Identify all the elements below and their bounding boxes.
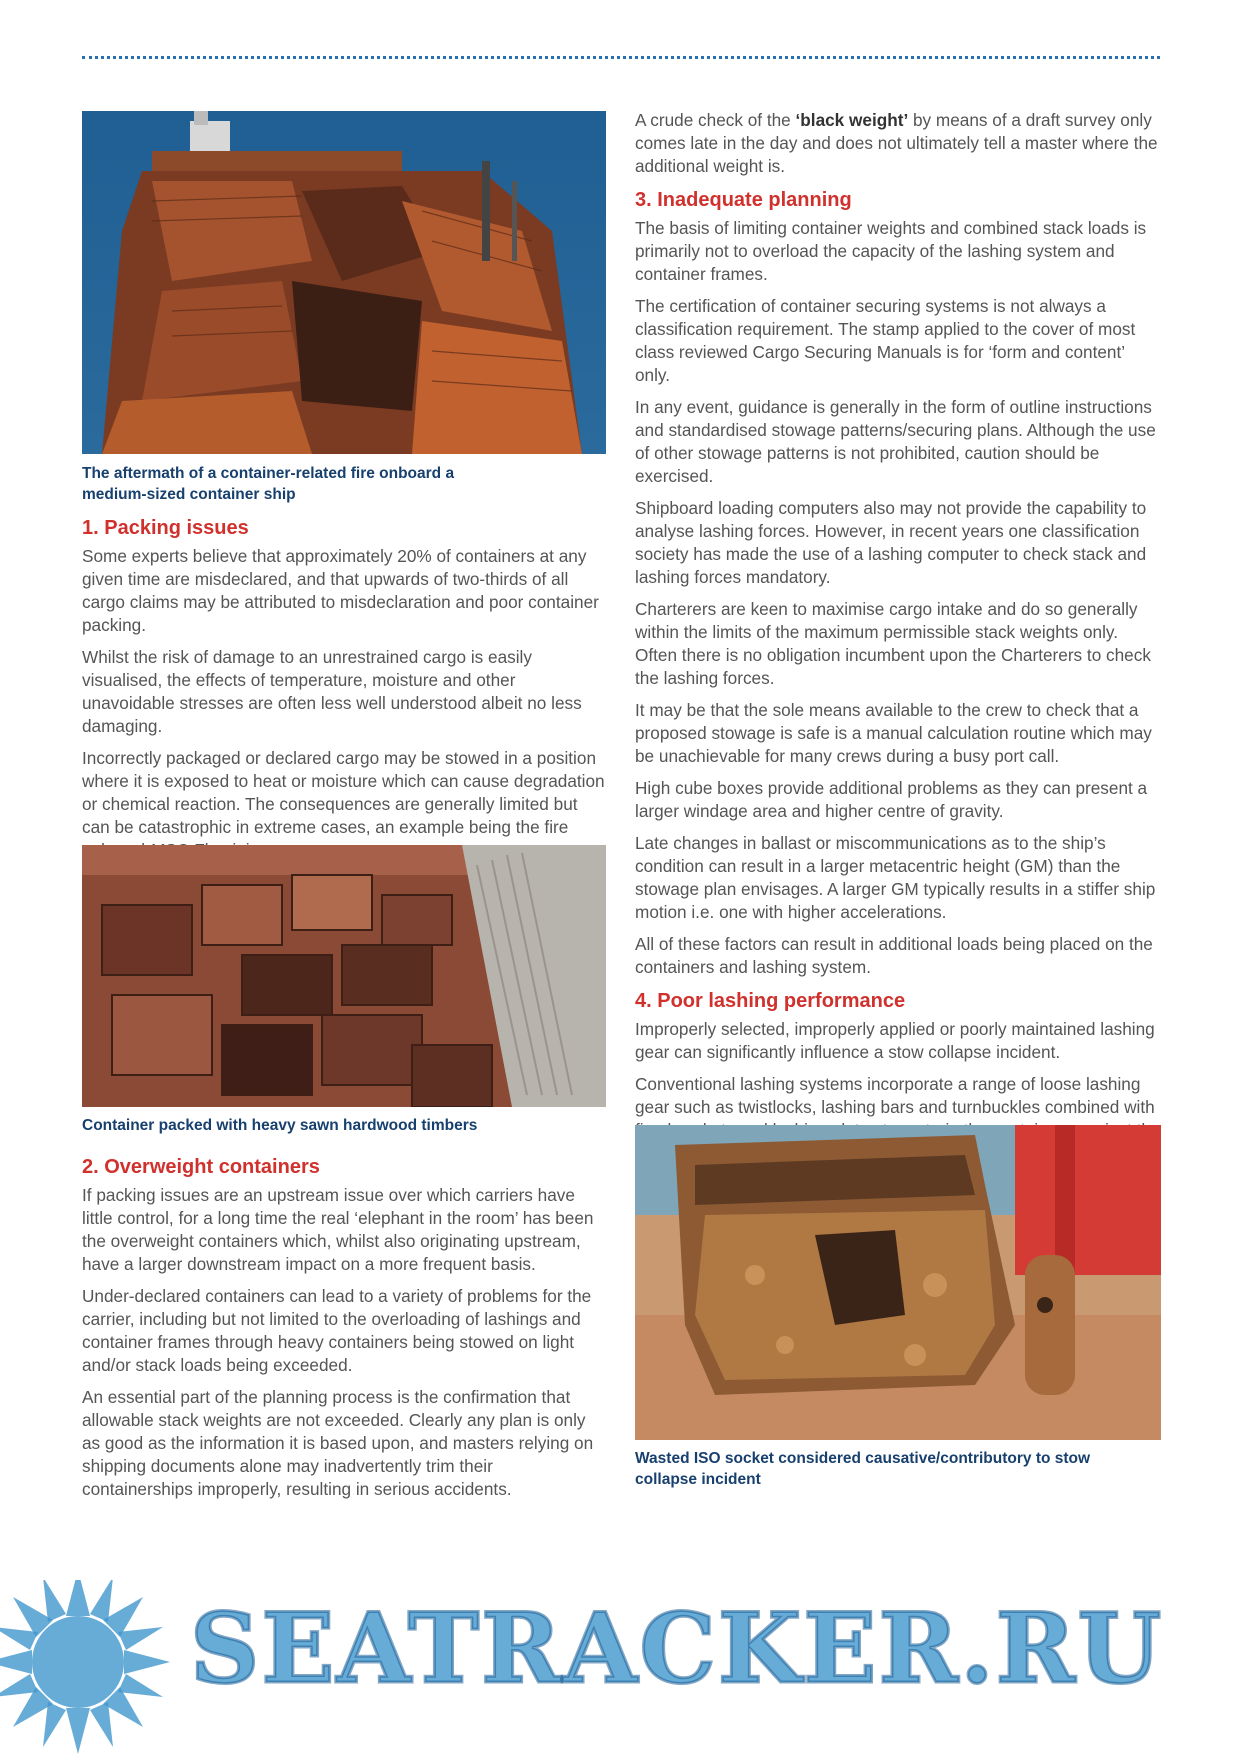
paragraph: Late changes in ballast or miscommunications as to the ship’s condition can result in a larger metacentric height (GM) than the stowage plan envisages. A larger GM typically results in a stiffer ship motion i.e. one with higher accelerations. bbox=[635, 833, 1156, 922]
paragraph: In any event, guidance is generally in the form of outline instructions and standardised stowage patterns/securing plans. Although the use of other stowage patterns is not prohibited, caution should be exercised. bbox=[635, 397, 1156, 486]
photo-wasted-iso-socket bbox=[635, 1125, 1161, 1440]
top-dotted-rule bbox=[82, 56, 1160, 59]
paragraph: If packing issues are an upstream issue over which carriers have little control, for a long time the real ‘elephant in the room’ has been the overweight containers which, whilst also originating upstream, have a larger downstream impact on a more frequent basis. bbox=[82, 1185, 594, 1274]
paragraph: It may be that the sole means available to the crew to check that a proposed stowage is safe is a manual calculation routine which may be unachievable for many crews during a busy port call. bbox=[635, 700, 1152, 766]
section-packing-issues bbox=[82, 515, 606, 871]
paragraph: Improperly selected, improperly applied or poorly maintained lashing gear can significantly influence a stow collapse incident. bbox=[635, 1019, 1155, 1062]
black-weight-term: ‘black weight’ bbox=[795, 110, 909, 130]
fire-aftermath-illustration bbox=[82, 111, 606, 454]
paragraph: High cube boxes provide additional problems as they can present a larger windage area and higher centre of gravity. bbox=[635, 778, 1148, 821]
paragraph: Whilst the risk of damage to an unrestrained cargo is easily visualised, the effects of temperature, moisture and other unavoidable stresses are often less well understood albeit no less damaging. bbox=[82, 647, 582, 736]
section-title-packing-issues: 1. Packing issues bbox=[82, 517, 249, 539]
paragraph: An essential part of the planning process is the confirmation that allowable stack weights are not exceeded. Clearly any plan is only as good as the information it is based upon, and masters relying on shipping documents alone may inadvertently trim their containerships improperly, resulting in serious accidents. bbox=[82, 1387, 594, 1499]
paragraph: All of these factors can result in additional loads being placed on the containers and lashing system. bbox=[635, 934, 1153, 977]
photo2-caption: Container packed with heavy sawn hardwood timbers bbox=[82, 1117, 478, 1134]
paragraph-text: by means of a draft survey only comes late in the day and does not ultimately tell a master where the additional weight is. bbox=[635, 110, 1158, 176]
paragraph: Shipboard loading computers also may not provide the capability to analyse lashing forces. However, in recent years one classification society has made the use of a lashing computer to check stack and lashing forces mandatory. bbox=[635, 498, 1147, 587]
section-overweight-containers bbox=[82, 1154, 606, 1510]
section-title-overweight-containers: 2. Overweight containers bbox=[82, 1156, 320, 1178]
paragraph: Conventional lashing systems incorporate a range of loose lashing gear such as twistlocks, lashing bars and turnbuckles combined with bbox=[635, 1074, 1155, 1117]
paragraph-black-weight bbox=[635, 109, 1161, 178]
photo1-caption: The aftermath of a container-related fire onboard a medium-sized container ship bbox=[82, 465, 455, 503]
photo3-caption: Wasted ISO socket considered causative/contributory to stow collapse incident bbox=[635, 1450, 1091, 1488]
paragraph: The certification of container securing systems is not always a classification requirement. The stamp applied to the cover of most class reviewed Cargo Securing Manuals is for ‘form and content’ only. bbox=[635, 296, 1136, 385]
photo-hardwood-timbers bbox=[82, 845, 606, 1107]
watermark-text: SEATRACKER.RU bbox=[190, 1592, 1164, 1705]
paragraph: Charterers are keen to maximise cargo intake and do so generally within the limits of the maximum permissible stack weights only. Often there is no obligation incumbent upon the Charterers to check the lashing forces. bbox=[635, 599, 1151, 688]
paragraph: Some experts believe that approximately 20% of containers at any given time are misdeclared, and that upwards of two-thirds of all cargo claims may be attributed to misdeclaration and poor container packing. bbox=[82, 546, 599, 635]
paragraph: The basis of limiting container weights and combined stack loads is primarily not to overload the capacity of the lashing system and container frames. bbox=[635, 218, 1147, 284]
right-text-block bbox=[635, 109, 1161, 1174]
section-title-inadequate-planning: 3. Inadequate planning bbox=[635, 189, 852, 211]
paragraph: Under-declared containers can lead to a variety of problems for the carrier, including but not limited to the overloading of lashings and container frames through heavy containers being stowed on light and/or stack loads being exceeded. bbox=[82, 1286, 592, 1375]
paragraph-text: A crude check of the bbox=[635, 110, 796, 130]
section-title-poor-lashing-performance: 4. Poor lashing performance bbox=[635, 990, 906, 1012]
paragraph-text: Incorrectly packaged or declared cargo may be stowed in a position where it is exposed to heat or moisture which can cause degradation or chemical reaction. The consequences are generally limited but can be catastrophic in extreme cases, an example being the fire bbox=[82, 748, 605, 837]
iso-socket-illustration bbox=[635, 1125, 1161, 1440]
photo-container-fire-aftermath bbox=[82, 111, 606, 454]
hardwood-timbers-illustration bbox=[82, 845, 606, 1107]
